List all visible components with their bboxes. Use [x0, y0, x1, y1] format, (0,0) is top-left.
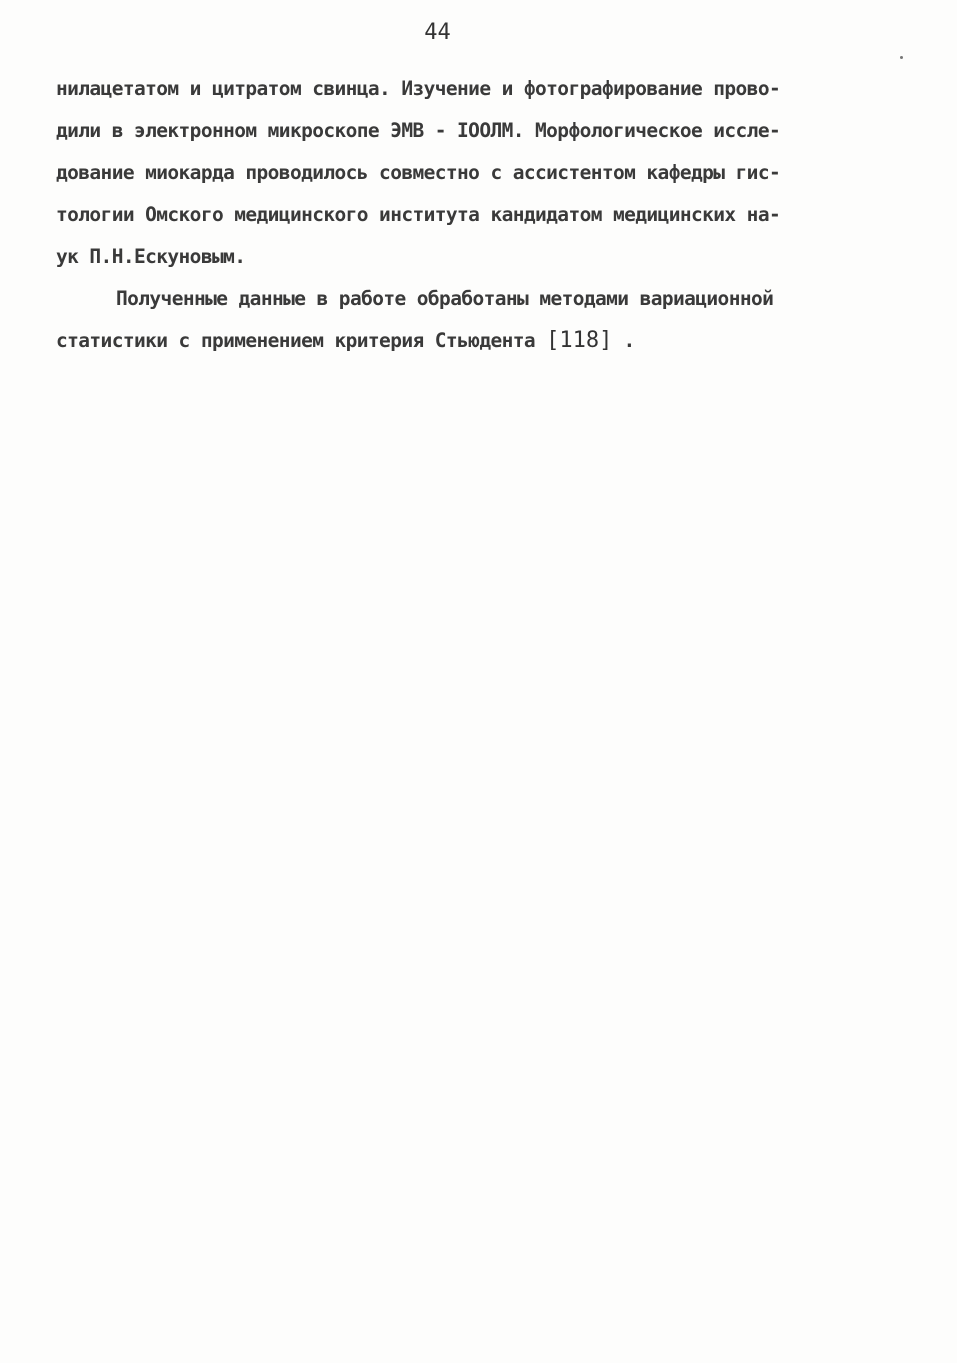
scan-speck — [900, 56, 903, 59]
text-line: статистики с применением критерия Стьюдента — [56, 329, 547, 352]
sentence-end: . — [612, 329, 635, 352]
text-line: тологии Омского медицинского института кандидатом медицинских на- — [56, 203, 781, 226]
text-line: Полученные данные в работе обработаны методами вариационной — [116, 287, 774, 310]
paragraph-2 — [56, 278, 896, 362]
page-number: 44 — [424, 20, 451, 45]
body-text — [56, 68, 896, 362]
text-line-with-reference — [56, 320, 896, 362]
citation-reference: [118] — [546, 328, 613, 353]
text-line: дование миокарда проводилось совместно с ассистентом кафедры гис- — [56, 161, 781, 184]
text-line: дили в электронном микроскопе ЭМВ - IOОЛМ. Морфологическое иссле- — [56, 119, 781, 142]
text-line: ук П.Н.Ескуновым. — [56, 245, 246, 268]
paragraph-1 — [56, 68, 896, 278]
text-line: нилацетатом и цитратом свинца. Изучение и фотографирование прово- — [56, 77, 781, 100]
